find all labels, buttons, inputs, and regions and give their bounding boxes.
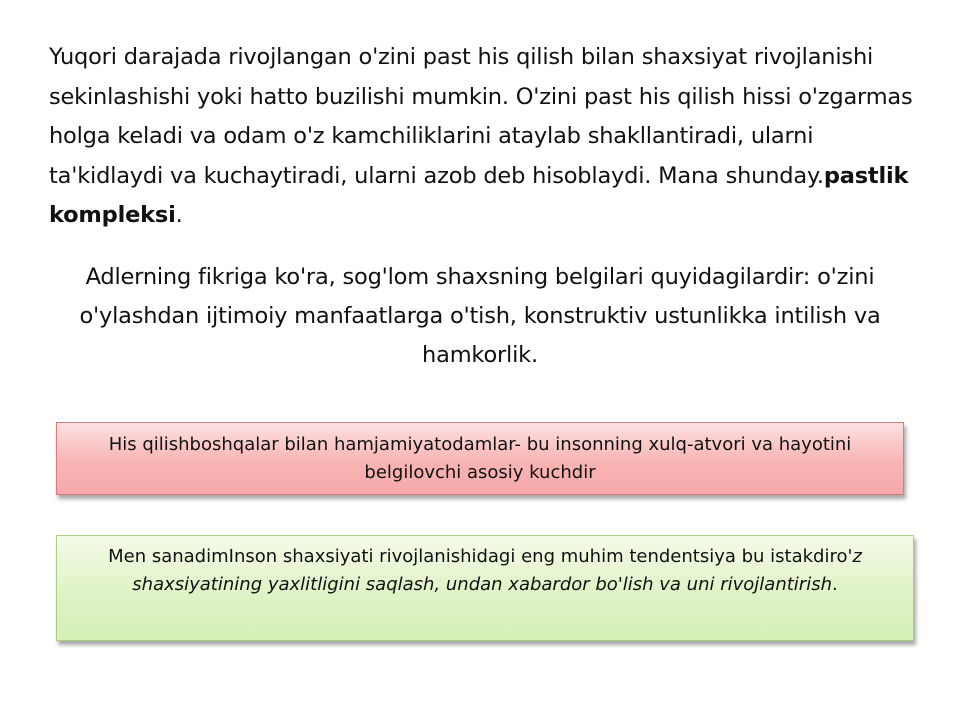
green-box-text: Men sanadimInson shaxsiyati rivojlanishidagi eng muhim tendentsiya bu istakdiro — [108, 546, 848, 567]
red-box-text: His qilishboshqalar bilan hamjamiyatodamlar- bu insonning xulq-atvori va hayotini belgilovchi asosiy kuchdir — [108, 434, 852, 483]
intro-bold-term: pastlik kompleksi — [49, 162, 909, 228]
red-info-box — [56, 422, 904, 495]
intro-text: Yuqori darajada rivojlangan o'zini past his qilish bilan shaxsiyat rivojlanishi sekinlashishi yoki hatto buzilishi mumkin. O'zini past his qilish hissi o'zgarmas holga keladi va odam o'z kamchiliklarini ataylab shakllantiradi, ularni ta'kidlaydi va kuchaytiradi, ularni azob deb hisoblaydi. Mana shunday. — [49, 44, 913, 189]
green-info-box — [56, 535, 914, 641]
green-box-end: . — [831, 574, 838, 595]
intro-end: . — [175, 202, 183, 228]
green-box-italic: 'z shaxsiyatining yaxlitligini saqlash, undan xabardor bo'lish va uni rivojlantirish — [132, 546, 862, 595]
adler-paragraph: Adlerning fikriga ko'ra, sog'lom shaxsning belgilari quyidagilardir: o'zini o'ylashdan ijtimoiy manfaatlarga o'tish, konstruktiv ustunlikka intilish va hamkorlik. — [79, 264, 881, 368]
intro-paragraph — [49, 38, 929, 236]
